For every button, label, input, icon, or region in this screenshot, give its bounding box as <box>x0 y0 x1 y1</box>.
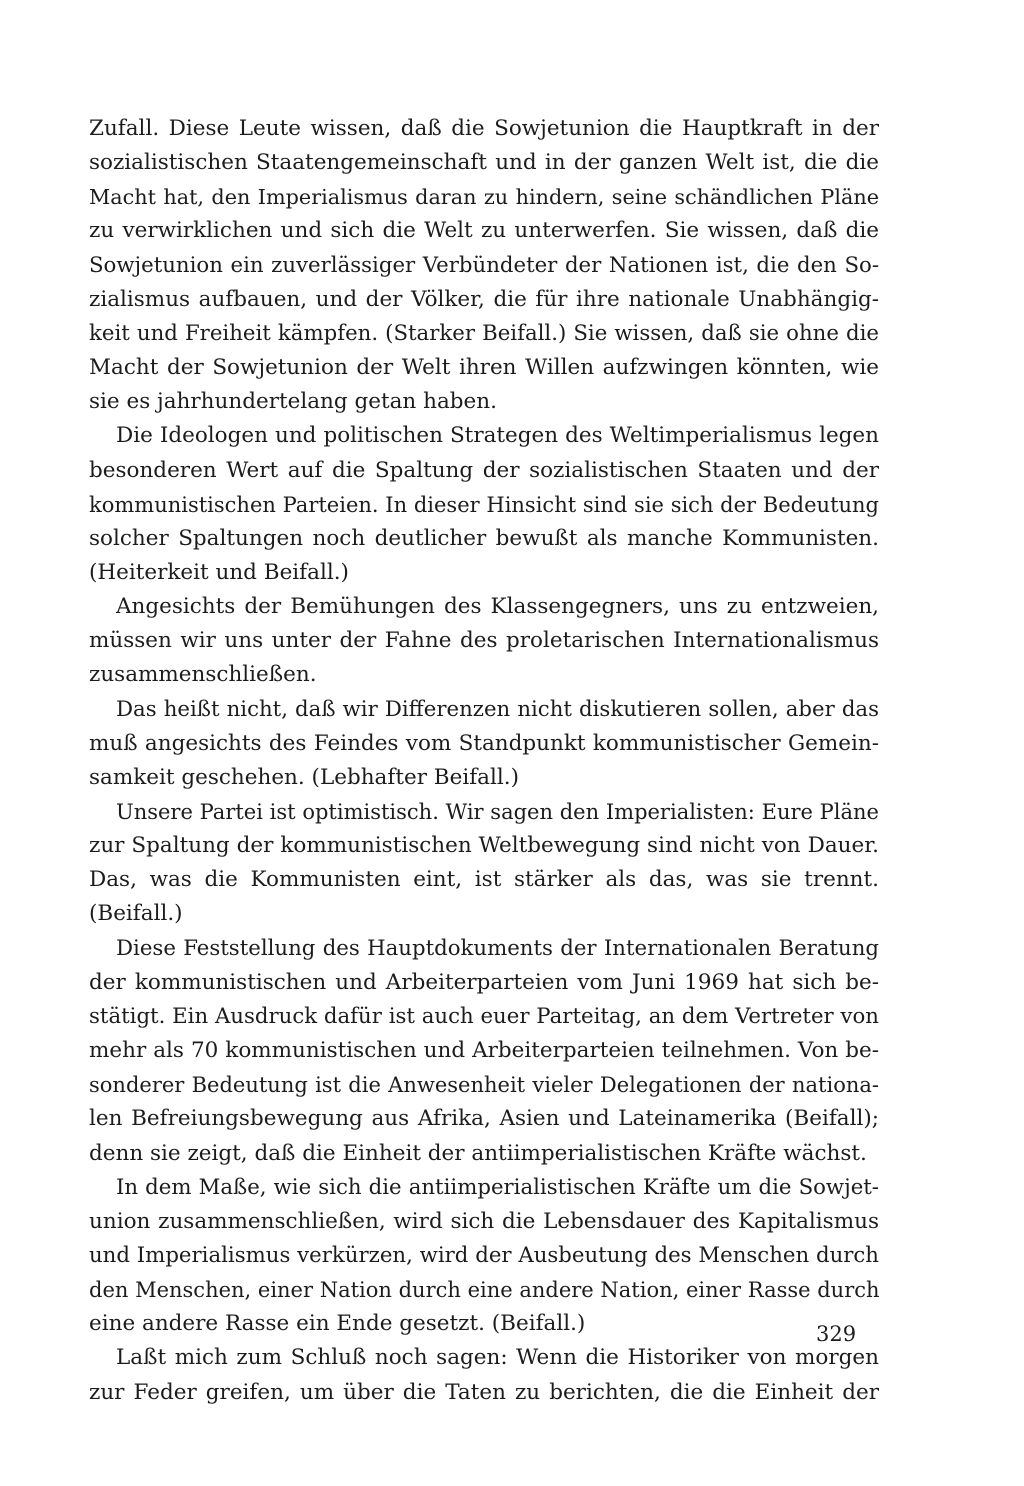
text-line: Das heißt nicht, daß wir Differenzen nicht diskutieren sollen, aber das <box>116 696 879 722</box>
text-line: und Imperialismus verkürzen, wird der Ausbeutung des Menschen durch <box>89 1242 879 1268</box>
text-line: besonderen Wert auf die Spaltung der sozialistischen Staaten und der <box>89 457 879 483</box>
text-line: keit und Freiheit kämpfen. (Starker Beifall.) Sie wissen, daß sie ohne die <box>89 320 879 346</box>
text-line: Das, was die Kommunisten eint, ist stärker als das, was sie trennt. <box>89 867 879 893</box>
text-line: kommunistischen Parteien. In dieser Hinsicht sind sie sich der Bedeutung <box>89 492 879 517</box>
text-line: zur Feder greifen, um über die Taten zu berichten, die die Einheit der <box>89 1379 879 1405</box>
text-line: Sowjetunion ein zuverlässiger Verbündeter der Nationen ist, die den So- <box>89 252 879 278</box>
text-line: Macht der Sowjetunion der Welt ihren Willen aufzwingen könnten, wie <box>89 355 879 381</box>
text-line: len Befreiungsbewegung aus Afrika, Asien und Lateinamerika (Beifall); <box>89 1106 879 1132</box>
text-line: solcher Spaltungen noch deutlicher bewußt als manche Kommunisten. <box>89 525 879 551</box>
text-line: zu verwirklichen und sich die Welt zu unterwerfen. Sie wissen, daß die <box>89 218 879 244</box>
text-line: samkeit geschehen. (Lebhafter Beifall.) <box>89 764 519 790</box>
text-line: der kommunistischen und Arbeiterparteien vom Juni 1969 hat sich be- <box>89 969 879 995</box>
page-number: 329 <box>816 1322 857 1346</box>
text-line: mehr als 70 kommunistischen und Arbeiterparteien teilnehmen. Von be- <box>89 1038 879 1064</box>
text-line: muß angesichts des Feindes vom Standpunkt kommunistischer Gemein- <box>89 730 879 756</box>
text-line: sozialistischen Staatengemeinschaft und in der ganzen Welt ist, die die <box>89 150 879 176</box>
text-line: Diese Feststellung des Hauptdokuments der Internationalen Beratung <box>116 935 879 961</box>
text-line: den Menschen, einer Nation durch eine andere Nation, einer Rasse durch <box>89 1278 880 1303</box>
text-line: sonderer Bedeutung ist die Anwesenheit vieler Delegationen der nationa- <box>89 1073 879 1098</box>
text-line: zusammenschließen. <box>89 662 317 688</box>
text-line: sie es jahrhundertelang getan haben. <box>89 389 497 415</box>
text-line: Macht hat, den Imperialismus daran zu hindern, seine schändlichen Pläne <box>89 185 879 210</box>
text-line: müssen wir uns unter der Fahne des proletarischen Internationalismus <box>89 628 879 654</box>
text-line: union zusammenschließen, wird sich die Lebensdauer des Kapitalismus <box>89 1208 879 1234</box>
text-line: eine andere Rasse ein Ende gesetzt. (Beifall.) <box>89 1311 586 1337</box>
text-line: Die Ideologen und politischen Strategen des Weltimperialismus legen <box>116 423 879 449</box>
text-line: (Beifall.) <box>89 901 183 927</box>
text-line: Laßt mich zum Schluß noch sagen: Wenn die Historiker von morgen <box>116 1345 879 1371</box>
text-line: Angesichts der Bemühungen des Klassengegners, uns zu entzweien, <box>116 594 879 620</box>
text-line: In dem Maße, wie sich die antiimperialistischen Kräfte um die Sowjet- <box>116 1174 879 1200</box>
text-line: denn sie zeigt, daß die Einheit der antiimperialistischen Kräfte wächst. <box>89 1140 867 1166</box>
text-line: (Heiterkeit und Beifall.) <box>89 559 349 585</box>
text-line: Zufall. Diese Leute wissen, daß die Sowjetunion die Hauptkraft in der <box>89 116 879 141</box>
text-line: Unsere Partei ist optimistisch. Wir sagen den Imperialisten: Eure Pläne <box>116 800 879 824</box>
text-line: zialismus aufbauen, und der Völker, die für ihre nationale Unabhängig- <box>89 286 879 312</box>
text-line: zur Spaltung der kommunistischen Weltbewegung sind nicht von Dauer. <box>89 833 879 859</box>
text-line: stätigt. Ein Ausdruck dafür ist auch euer Parteitag, an dem Vertreter von <box>89 1003 879 1029</box>
